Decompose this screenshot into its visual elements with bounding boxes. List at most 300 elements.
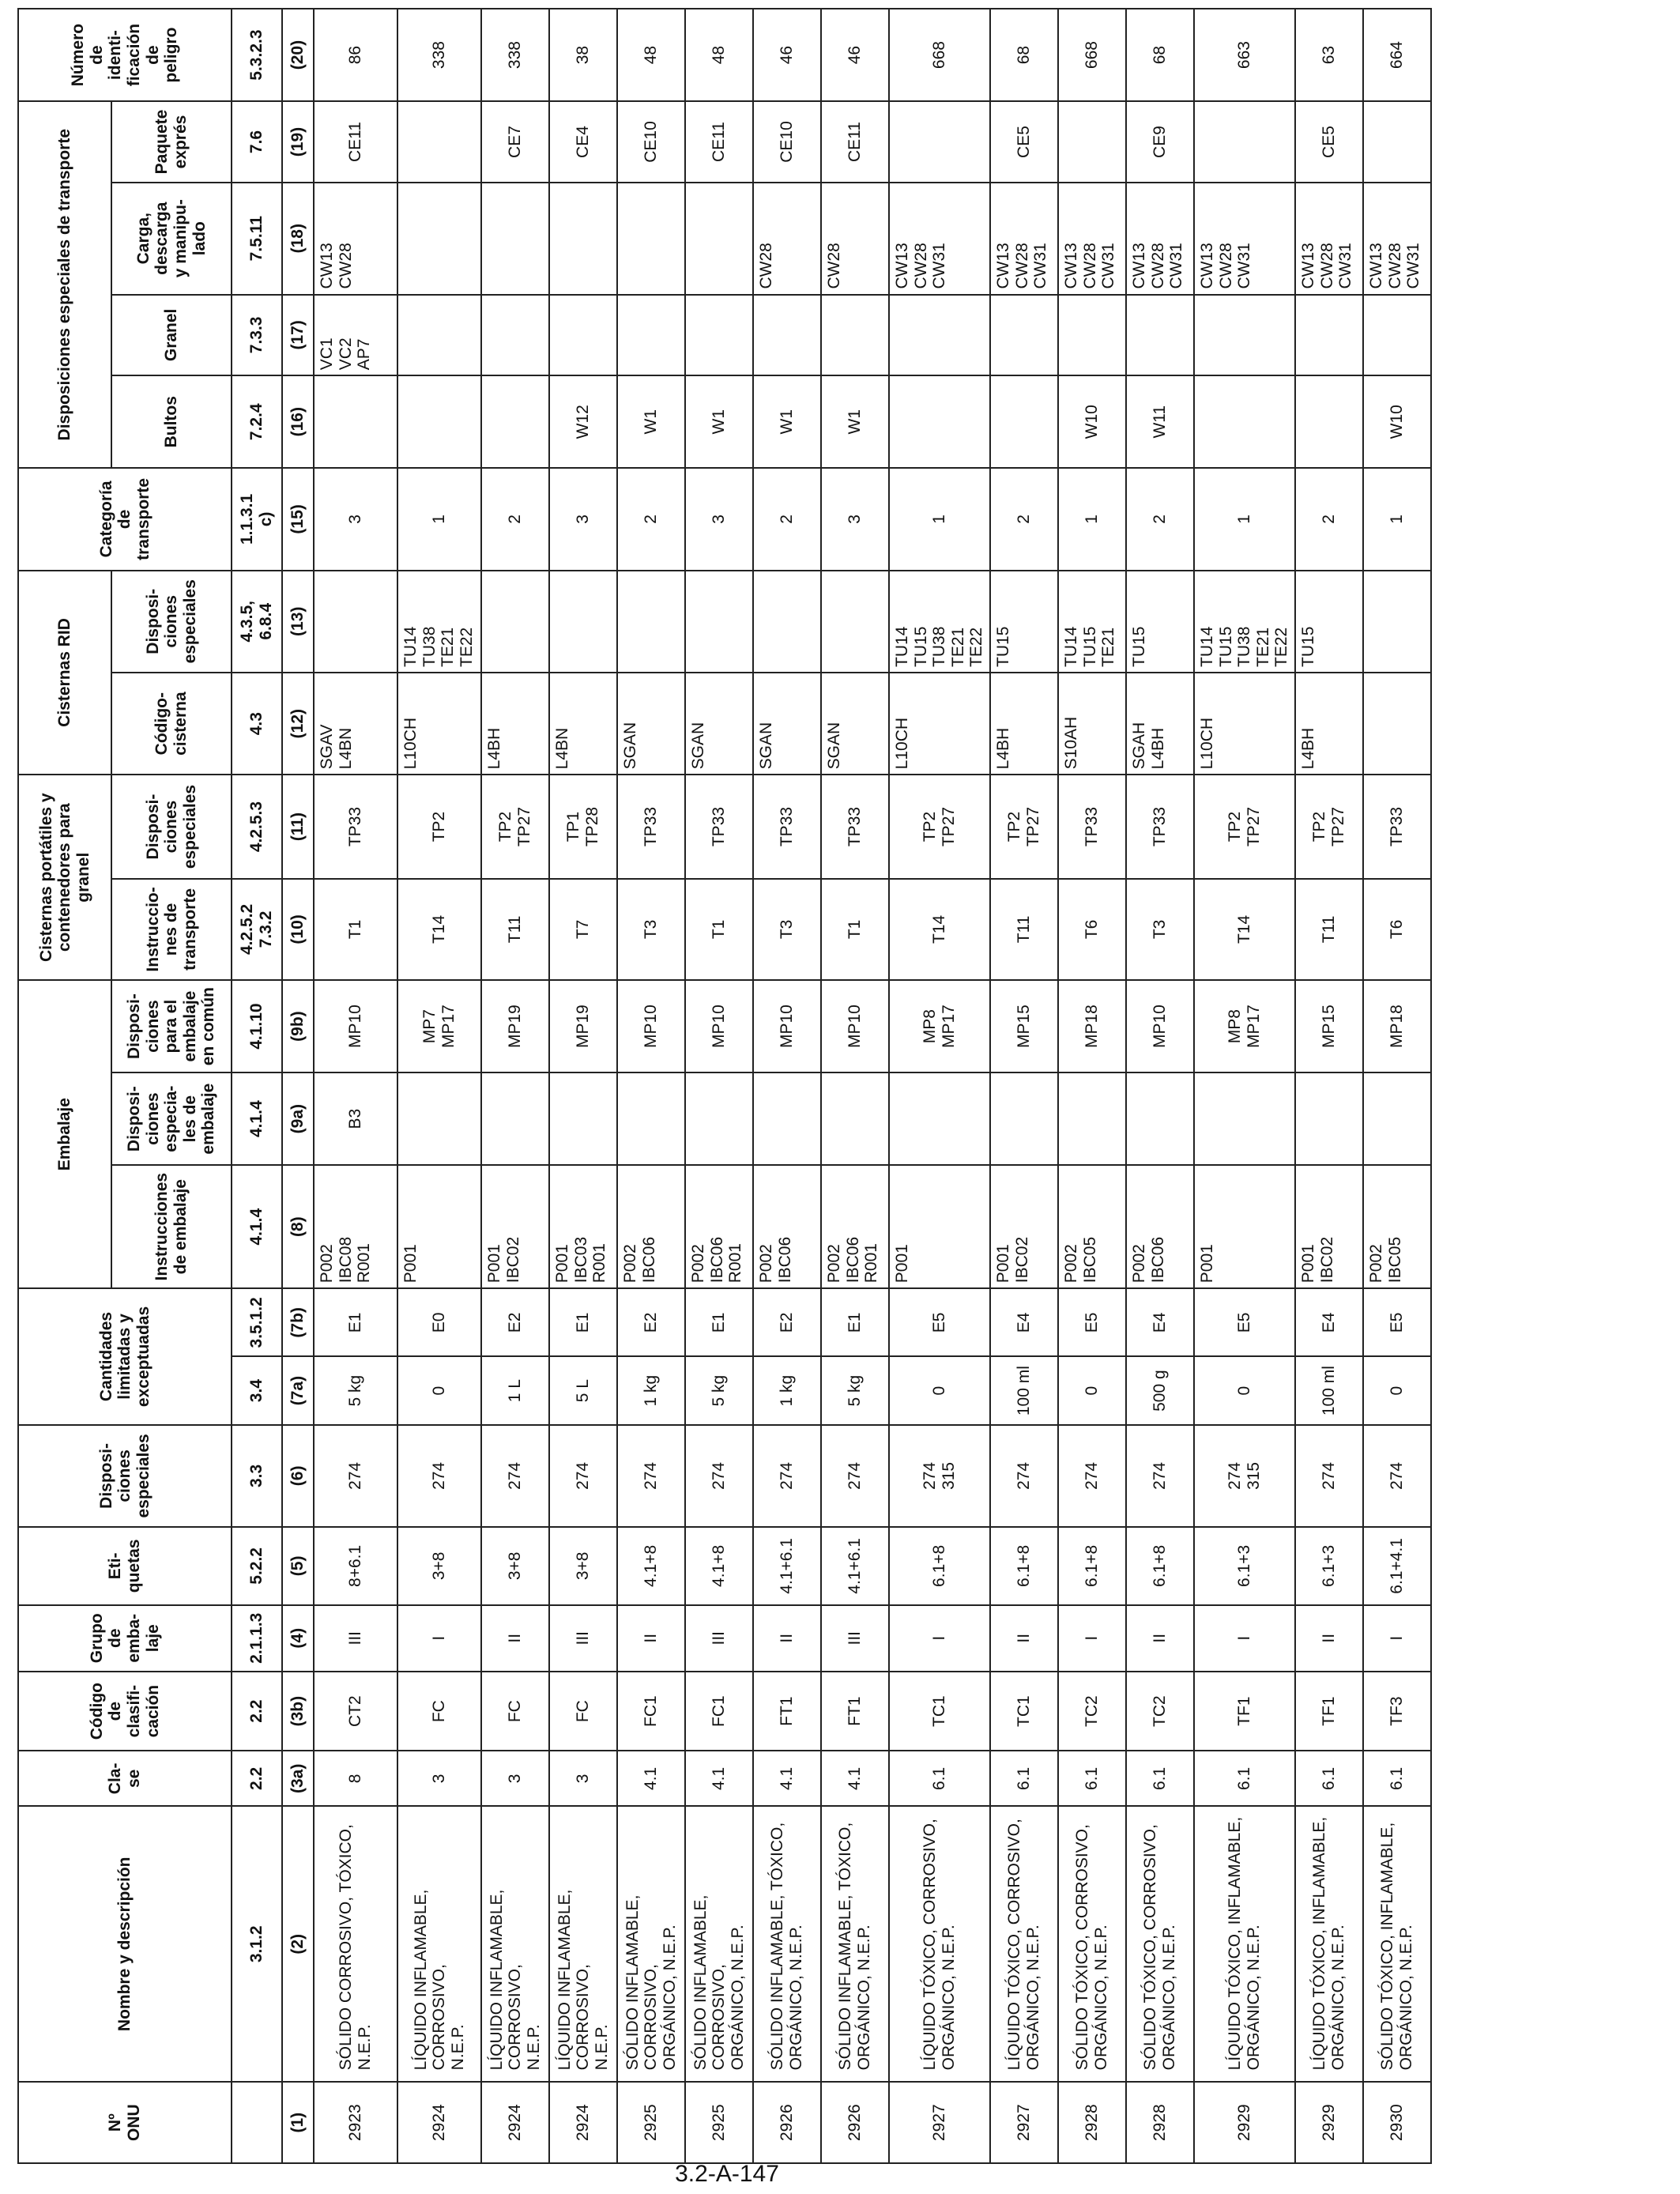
table-cell: FC (481, 1672, 549, 1751)
header-disp-embalaje-comun: Disposi- ciones para el embalaje en común (111, 980, 232, 1072)
table-cell: TP33 (685, 775, 753, 878)
table-cell: 6.1 (1194, 1751, 1295, 1806)
table-cell (397, 101, 481, 183)
table-row (481, 9, 549, 2163)
table-cell: 5 kg (821, 1356, 889, 1424)
table-cell: P002 IBC06 (753, 1165, 821, 1288)
column-number-cell: (9a) (282, 1072, 314, 1165)
table-cell: SGAV L4BN (314, 673, 397, 775)
table-cell: MP10 (314, 980, 397, 1072)
table-cell (990, 1072, 1058, 1165)
table-cell: E4 (990, 1288, 1058, 1356)
table-cell: 2 (617, 468, 685, 570)
table-cell (685, 1072, 753, 1165)
table-cell: T14 (889, 879, 990, 980)
table-cell: 274 (990, 1425, 1058, 1527)
table-cell: 0 (397, 1356, 481, 1424)
table-cell: T14 (397, 879, 481, 980)
table-cell: CW13 CW28 CW31 (1126, 183, 1194, 295)
table-cell: 100 ml (990, 1356, 1058, 1424)
table-cell: 8 (314, 1751, 397, 1806)
table-cell: SGAN (753, 673, 821, 775)
table-cell: FC1 (617, 1672, 685, 1751)
table-cell: TP33 (821, 775, 889, 878)
table-cell: MP19 (549, 980, 617, 1072)
table-cell (481, 375, 549, 468)
table-row (1126, 9, 1194, 2163)
table-cell: P001 IBC02 (990, 1165, 1058, 1288)
table-cell: CW28 (753, 183, 821, 295)
table-cell: I (1363, 1605, 1431, 1672)
table-cell: 2 (990, 468, 1058, 570)
table-cell: E4 (1126, 1288, 1194, 1356)
table-cell (1363, 295, 1431, 376)
section-reference-cell: 7.3.3 (232, 295, 282, 376)
table-cell (753, 295, 821, 376)
table-cell: 0 (889, 1356, 990, 1424)
table-cell: W1 (617, 375, 685, 468)
dangerous-goods-table (17, 8, 1432, 2164)
table-row (314, 9, 397, 2163)
table-cell: 86 (314, 9, 397, 101)
table-cell: 6.1+8 (889, 1527, 990, 1605)
table-cell: 274 (481, 1425, 549, 1527)
table-cell (617, 183, 685, 295)
column-number-cell: (19) (282, 101, 314, 183)
table-cell: CW13 CW28 CW31 (1058, 183, 1126, 295)
column-number-cell: (1) (282, 2082, 314, 2163)
table-cell (617, 295, 685, 376)
section-reference-cell: 3.1.2 (232, 1806, 282, 2082)
table-cell: II (753, 1605, 821, 1672)
table-cell: T3 (753, 879, 821, 980)
name-cell: LÍQUIDO TÓXICO, CORROSIVO, ORGÁNICO, N.E.P. (990, 1806, 1058, 2082)
table-cell: P001 IBC02 (481, 1165, 549, 1288)
table-cell: E1 (549, 1288, 617, 1356)
table-cell: E5 (1194, 1288, 1295, 1356)
un-number-cell: 2924 (397, 2082, 481, 2163)
table-cell: SGAN (821, 673, 889, 775)
table-cell: CE7 (481, 101, 549, 183)
table-cell: L4BH (1295, 673, 1363, 775)
table-cell: MP18 (1058, 980, 1126, 1072)
table-cell: TC1 (889, 1672, 990, 1751)
table-cell: FT1 (821, 1672, 889, 1751)
table-cell: W1 (685, 375, 753, 468)
table-cell: T1 (314, 879, 397, 980)
table-cell: 4.1 (617, 1751, 685, 1806)
table-cell: I (889, 1605, 990, 1672)
table-cell: W1 (821, 375, 889, 468)
table-cell: 274 315 (1194, 1425, 1295, 1527)
table-cell: CW13 CW28 CW31 (990, 183, 1058, 295)
table-cell: 100 ml (1295, 1356, 1363, 1424)
table-row (990, 9, 1058, 2163)
column-number-cell: (13) (282, 571, 314, 673)
table-cell: TU14 TU15 TE21 (1058, 571, 1126, 673)
table-cell: P001 (1194, 1165, 1295, 1288)
table-cell: 274 (753, 1425, 821, 1527)
table-cell: MP7 MP17 (397, 980, 481, 1072)
table-cell: W10 (1058, 375, 1126, 468)
table-cell: B3 (314, 1072, 397, 1165)
un-number-cell: 2927 (889, 2082, 990, 2163)
un-number-cell: 2927 (990, 2082, 1058, 2163)
table-cell: CE5 (1295, 101, 1363, 183)
section-reference-cell: 5.3.2.3 (232, 9, 282, 101)
table-cell: TP33 (753, 775, 821, 878)
table-cell: TF1 (1295, 1672, 1363, 1751)
name-cell: SÓLIDO INFLAMABLE, TÓXICO, ORGÁNICO, N.E.P. (753, 1806, 821, 2082)
table-cell: CW13 CW28 (314, 183, 397, 295)
table-cell: 3 (685, 468, 753, 570)
header-disp-transporte: Disposiciones especiales de transporte (18, 101, 111, 468)
table-cell: 3 (821, 468, 889, 570)
table-cell: FC (549, 1672, 617, 1751)
section-reference-cell: 4.3.5, 6.8.4 (232, 571, 282, 673)
table-cell: 274 (1295, 1425, 1363, 1527)
header-un: Nº ONU (18, 2082, 232, 2163)
column-number-cell: (4) (282, 1605, 314, 1672)
table-cell: TU14 TU15 TU38 TE21 TE22 (1194, 571, 1295, 673)
column-number-cell: (7a) (282, 1356, 314, 1424)
header-cp-disp-esp: Disposi- ciones especiales (111, 775, 232, 878)
table-cell: 4.1+6.1 (753, 1527, 821, 1605)
table-cell (685, 183, 753, 295)
table-cell: 6.1 (1058, 1751, 1126, 1806)
table-cell: L4BH (481, 673, 549, 775)
table-cell (1126, 1072, 1194, 1165)
table-cell: CE9 (1126, 101, 1194, 183)
column-number-cell: (5) (282, 1527, 314, 1605)
column-number-cell: (17) (282, 295, 314, 376)
table-cell: 63 (1295, 9, 1363, 101)
table-cell: P002 IBC06 (1126, 1165, 1194, 1288)
table-cell (821, 295, 889, 376)
table-cell: L10CH (397, 673, 481, 775)
table-cell: MP10 (821, 980, 889, 1072)
table-cell: 6.1+8 (1058, 1527, 1126, 1605)
table-cell: TU14 TU15 TU38 TE21 TE22 (889, 571, 990, 673)
header-paquete: Paquete exprés (111, 101, 232, 183)
table-cell: E1 (685, 1288, 753, 1356)
table-cell: 1 (1363, 468, 1431, 570)
table-cell: 38 (549, 9, 617, 101)
header-etiquetas: Eti- quetas (18, 1527, 232, 1605)
table-cell: 1 (1194, 468, 1295, 570)
table-row (821, 9, 889, 2163)
name-cell: LÍQUIDO INFLAMABLE, CORROSIVO, N.E.P. (481, 1806, 549, 2082)
table-cell: 6.1+3 (1295, 1527, 1363, 1605)
table-cell: W11 (1126, 375, 1194, 468)
table-cell (889, 1072, 990, 1165)
table-cell (481, 295, 549, 376)
section-reference-cell: 3.3 (232, 1425, 282, 1527)
table-cell: 3 (314, 468, 397, 570)
table-cell: 3+8 (481, 1527, 549, 1605)
section-reference-cell: 4.1.4 (232, 1165, 282, 1288)
table-cell: E2 (481, 1288, 549, 1356)
table-cell (314, 375, 397, 468)
table-cell (617, 1072, 685, 1165)
table-cell: TP33 (1058, 775, 1126, 878)
table-cell (397, 1072, 481, 1165)
table-cell: II (617, 1605, 685, 1672)
table-cell: TP2 (397, 775, 481, 878)
table-cell: T1 (685, 879, 753, 980)
table-row (549, 9, 617, 2163)
table-cell: L4BH (990, 673, 1058, 775)
table-cell: T6 (1058, 879, 1126, 980)
column-number-cell: (18) (282, 183, 314, 295)
table-cell (889, 295, 990, 376)
table-cell: 274 (314, 1425, 397, 1527)
table-cell: CW13 CW28 CW31 (1363, 183, 1431, 295)
table-cell: II (1295, 1605, 1363, 1672)
table-cell: 2 (1126, 468, 1194, 570)
table-cell (1295, 375, 1363, 468)
header-peligro: Número de identi- ficación de peligro (18, 9, 232, 101)
header-clase: Cla- se (18, 1751, 232, 1806)
table-cell (990, 375, 1058, 468)
column-number-cell: (15) (282, 468, 314, 570)
table-cell: TP2 TP27 (990, 775, 1058, 878)
table-cell: W10 (1363, 375, 1431, 468)
section-reference-cell: 4.1.4 (232, 1072, 282, 1165)
table-cell: 5 L (549, 1356, 617, 1424)
table-cell: P001 (889, 1165, 990, 1288)
table-cell: 500 g (1126, 1356, 1194, 1424)
table-cell: TP2 TP27 (1295, 775, 1363, 878)
section-reference-cell (232, 2082, 282, 2163)
table-cell: III (314, 1605, 397, 1672)
table-cell: CW28 (821, 183, 889, 295)
table-row (889, 9, 990, 2163)
table-cell: 274 315 (889, 1425, 990, 1527)
column-number-cell: (7b) (282, 1288, 314, 1356)
table-cell: L10CH (889, 673, 990, 775)
table-cell: CW13 CW28 CW31 (1295, 183, 1363, 295)
table-cell: CE11 (314, 101, 397, 183)
column-number-cell: (3a) (282, 1751, 314, 1806)
table-cell: 6.1+4.1 (1363, 1527, 1431, 1605)
section-reference-cell: 2.2 (232, 1751, 282, 1806)
table-row (1194, 9, 1295, 2163)
table-cell: TC1 (990, 1672, 1058, 1751)
table-cell (1295, 1072, 1363, 1165)
table-cell: T1 (821, 879, 889, 980)
table-cell: TP33 (1363, 775, 1431, 878)
table-cell: II (481, 1605, 549, 1672)
table-cell: TC2 (1126, 1672, 1194, 1751)
table-cell: 68 (1126, 9, 1194, 101)
table-cell: TP33 (314, 775, 397, 878)
table-cell (1363, 673, 1431, 775)
name-cell: LÍQUIDO TÓXICO, INFLAMABLE, ORGÁNICO, N.E.P. (1295, 1806, 1363, 2082)
column-number-cell: (8) (282, 1165, 314, 1288)
table-cell: E5 (889, 1288, 990, 1356)
table-cell (990, 295, 1058, 376)
table-cell: L4BN (549, 673, 617, 775)
table-cell (314, 571, 397, 673)
table-cell: 1 (1058, 468, 1126, 570)
un-number-cell: 2928 (1058, 2082, 1126, 2163)
table-cell: 2 (481, 468, 549, 570)
un-number-cell: 2924 (481, 2082, 549, 2163)
table-cell: CE10 (753, 101, 821, 183)
table-cell: E5 (1363, 1288, 1431, 1356)
table-cell (549, 295, 617, 376)
table-cell: 4.1 (753, 1751, 821, 1806)
table-cell: MP15 (1295, 980, 1363, 1072)
un-number-cell: 2926 (821, 2082, 889, 2163)
table-cell (549, 1072, 617, 1165)
name-cell: SÓLIDO INFLAMABLE, TÓXICO, ORGÁNICO, N.E.P. (821, 1806, 889, 2082)
table-cell: 3+8 (549, 1527, 617, 1605)
table-cell: P001 (397, 1165, 481, 1288)
name-cell: SÓLIDO TÓXICO, CORROSIVO, ORGÁNICO, N.E.P. (1058, 1806, 1126, 2082)
section-reference-cell: 3.4 (232, 1356, 282, 1424)
name-cell: SÓLIDO INFLAMABLE, CORROSIVO, ORGÁNICO, N.E.P. (617, 1806, 685, 2082)
header-disp-esp-embalaje: Disposi- ciones especia- les de embalaje (111, 1072, 232, 1165)
name-cell: LÍQUIDO INFLAMABLE, CORROSIVO, N.E.P. (397, 1806, 481, 2082)
table-cell (481, 183, 549, 295)
table-cell: 3 (397, 1751, 481, 1806)
table-cell: TU15 (1295, 571, 1363, 673)
table-cell: I (397, 1605, 481, 1672)
header-rid-disp-esp: Disposi- ciones especiales (111, 571, 232, 673)
table-cell: MP15 (990, 980, 1058, 1072)
table-cell: 6.1+8 (1126, 1527, 1194, 1605)
table-cell: E1 (821, 1288, 889, 1356)
table-cell: 668 (1058, 9, 1126, 101)
table-cell (889, 101, 990, 183)
table-cell: T3 (617, 879, 685, 980)
section-reference-cell: 5.2.2 (232, 1527, 282, 1605)
table-cell: 1 kg (617, 1356, 685, 1424)
name-cell: SÓLIDO CORROSIVO, TÓXICO, N.E.P. (314, 1806, 397, 2082)
table-cell (549, 571, 617, 673)
table-cell: 3+8 (397, 1527, 481, 1605)
table-cell: E1 (314, 1288, 397, 1356)
table-cell (685, 571, 753, 673)
table-cell: TC2 (1058, 1672, 1126, 1751)
table-cell: 2 (753, 468, 821, 570)
table-cell (397, 375, 481, 468)
table-cell: 274 (821, 1425, 889, 1527)
table-cell: 1 (397, 468, 481, 570)
column-number-cell: (20) (282, 9, 314, 101)
name-cell: SÓLIDO INFLAMABLE, CORROSIVO, ORGÁNICO, N.E.P. (685, 1806, 753, 2082)
table-cell (1194, 1072, 1295, 1165)
table-cell: 8+6.1 (314, 1527, 397, 1605)
header-cisternas-rid: Cisternas RID (18, 571, 111, 775)
table-cell (617, 571, 685, 673)
table-cell: W1 (753, 375, 821, 468)
table-cell: 5 kg (314, 1356, 397, 1424)
table-cell (1058, 101, 1126, 183)
table-cell: P002 IBC05 (1363, 1165, 1431, 1288)
table-cell (549, 183, 617, 295)
table-cell (1126, 295, 1194, 376)
table-cell: 6.1+8 (990, 1527, 1058, 1605)
table-cell: MP18 (1363, 980, 1431, 1072)
un-number-cell: 2928 (1126, 2082, 1194, 2163)
table-row (617, 9, 685, 2163)
table-cell: T11 (990, 879, 1058, 980)
table-cell: CW13 CW28 CW31 (1194, 183, 1295, 295)
un-number-cell: 2924 (549, 2082, 617, 2163)
table-cell (1058, 295, 1126, 376)
header-categoria: Categoría de transporte (18, 468, 232, 570)
table-cell: 664 (1363, 9, 1431, 101)
table-row (1363, 9, 1431, 2163)
table-cell: 6.1 (990, 1751, 1058, 1806)
table-cell: TP2 TP27 (481, 775, 549, 878)
table-cell: L10CH (1194, 673, 1295, 775)
table-cell: 274 (1058, 1425, 1126, 1527)
section-reference-cell: 1.1.3.1 c) (232, 468, 282, 570)
un-number-cell: 2925 (685, 2082, 753, 2163)
table-cell (1363, 571, 1431, 673)
header-cantidades: Cantidades limitadas y exceptuadas (18, 1288, 232, 1424)
table-cell (1295, 295, 1363, 376)
table-cell: T11 (1295, 879, 1363, 980)
column-number-cell: (10) (282, 879, 314, 980)
table-cell: 6.1 (1295, 1751, 1363, 1806)
table-cell: SGAH L4BH (1126, 673, 1194, 775)
table-cell: VC1 VC2 AP7 (314, 295, 397, 376)
table-cell (397, 183, 481, 295)
un-number-cell: 2925 (617, 2082, 685, 2163)
column-number-cell: (16) (282, 375, 314, 468)
table-cell: CE4 (549, 101, 617, 183)
table-cell: TP2 TP27 (1194, 775, 1295, 878)
un-number-cell: 2929 (1194, 2082, 1295, 2163)
table-cell: CE5 (990, 101, 1058, 183)
section-reference-cell: 4.2.5.2 7.3.2 (232, 879, 282, 980)
table-cell: 4.1+6.1 (821, 1527, 889, 1605)
table-cell: 6.1 (889, 1751, 990, 1806)
table-cell: E0 (397, 1288, 481, 1356)
table-cell: TP33 (617, 775, 685, 878)
table-cell (397, 295, 481, 376)
table-cell: FT1 (753, 1672, 821, 1751)
table-cell: 0 (1058, 1356, 1126, 1424)
table-cell: I (1194, 1605, 1295, 1672)
table-cell: MP10 (617, 980, 685, 1072)
table-cell: 0 (1363, 1356, 1431, 1424)
table-cell (821, 1072, 889, 1165)
table-cell: T14 (1194, 879, 1295, 980)
table-cell: II (990, 1605, 1058, 1672)
table-cell: III (685, 1605, 753, 1672)
table-cell: TF3 (1363, 1672, 1431, 1751)
table-cell: MP8 MP17 (889, 980, 990, 1072)
table-cell: CW13 CW28 CW31 (889, 183, 990, 295)
table-row (685, 9, 753, 2163)
table-cell: 0 (1194, 1356, 1295, 1424)
table-cell: CE10 (617, 101, 685, 183)
column-number-cell: (9b) (282, 980, 314, 1072)
section-reference-cell: 7.6 (232, 101, 282, 183)
table-cell: 6.1+3 (1194, 1527, 1295, 1605)
header-disp-especiales: Disposi- ciones especiales (18, 1425, 232, 1527)
table-cell: 5 kg (685, 1356, 753, 1424)
name-cell: LÍQUIDO TÓXICO, CORROSIVO, ORGÁNICO, N.E.P. (889, 1806, 990, 2082)
table-cell: 4.1+8 (617, 1527, 685, 1605)
table-cell: 3 (549, 468, 617, 570)
